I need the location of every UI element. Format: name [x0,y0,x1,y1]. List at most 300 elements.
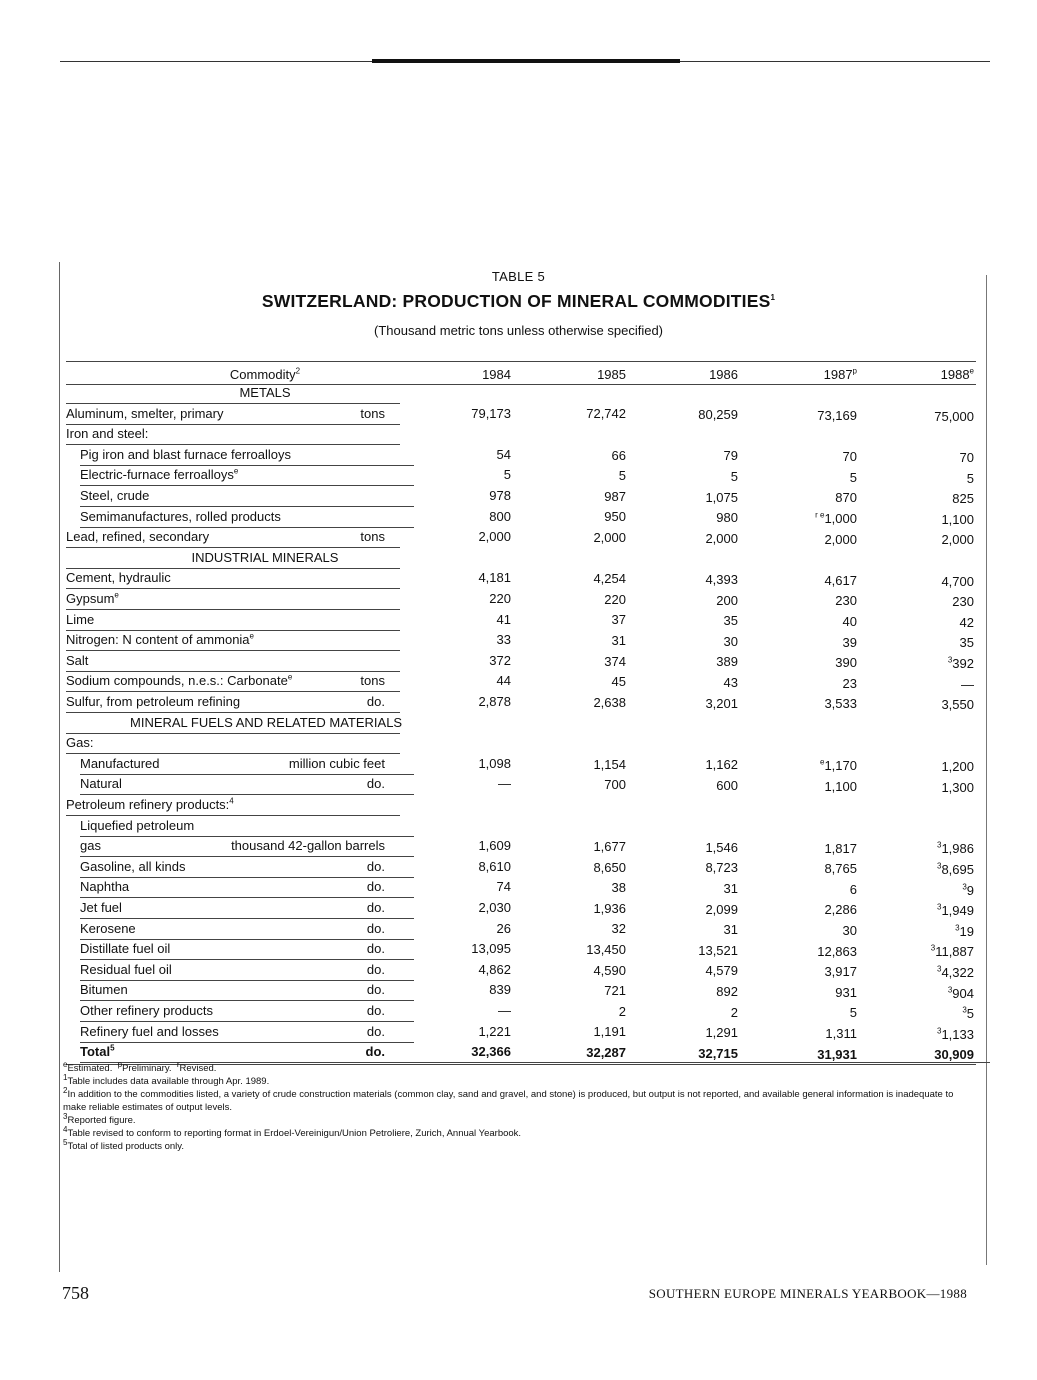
value-cell [884,677,974,692]
value-cell-text: — [498,776,511,792]
commodity-label-text: Refinery fuel and losses [80,1023,219,1039]
footnote-mark: e [287,673,293,683]
value-cell [884,759,974,774]
value-cell-text: 5 [849,1005,857,1021]
row-rule [80,836,414,837]
value-cell [884,862,974,877]
value-cell [421,900,511,915]
value-cell [767,635,857,650]
commodity-label-text: Sodium compounds, n.e.s.: Carbonate [66,673,288,689]
commodity-label-text: Semimanufactures, rolled products [80,508,281,524]
footnote-mark: 3 [937,861,942,871]
value-cell [648,613,738,628]
value-cell [648,654,738,669]
footnote-text: In addition to the commodities listed, a variety of crude construction materials (common clay, sand and gravel, and stone) is produced, but output is not reported, and available general information is inadequate to make reliable estimates of output levels. [63,1089,954,1113]
value-cell-text: 1,133 [941,1026,974,1042]
value-cell [421,632,511,647]
commodity-label-text: Total [80,1044,111,1060]
value-cell-text: 5 [849,469,857,485]
commodity-label [66,570,171,585]
row-rule [66,403,400,404]
footnote [63,1072,975,1088]
commodity-label-text: Petroleum refinery products: [66,797,230,812]
value-cell [536,406,626,421]
value-cell-text: 5 [503,467,511,483]
table-top-rule [66,361,976,362]
value-cell-text: 4,617 [824,572,857,588]
column-header-year [884,367,974,382]
legend-mark: p [117,1059,123,1069]
footnote-mark: 3 [947,985,953,995]
footnote-text: Total of listed products only. [67,1141,184,1152]
footnote-mark: 3 [962,1005,967,1015]
value-cell-text: 6 [849,881,857,897]
table-row [0,921,1037,941]
table-row [0,488,1037,508]
footnote-mark: 5 [110,1043,115,1053]
value-cell-text: 42 [959,614,974,630]
row-rule [66,444,400,445]
commodity-label-text: Lead, refined, secondary [66,529,210,545]
footnotes [63,1059,975,1153]
value-cell-text: 32,366 [471,1044,511,1060]
value-cell [648,778,738,793]
value-cell-text: 2,099 [705,901,738,917]
commodity-label [66,694,240,709]
unit-label [367,776,385,791]
value-cell [884,780,974,795]
value-cell [884,1006,974,1021]
value-cell [536,983,626,998]
value-cell-text: 980 [716,510,738,526]
section-heading-text: INDUSTRIAL MINERALS [191,549,339,565]
table-row [0,900,1037,920]
footnote-mark: 4 [229,796,234,806]
value-cell [648,448,738,463]
value-cell [536,530,626,545]
value-cell-text: 230 [952,594,974,610]
row-rule [80,877,414,878]
row-rule [66,588,400,589]
value-cell-text: 70 [842,449,857,465]
value-cell [648,1025,738,1040]
commodity-label [80,900,122,915]
value-cell [767,676,857,691]
value-cell [884,697,974,712]
value-cell-text: 1,098 [478,755,511,771]
commodity-label [80,467,238,482]
value-cell-text: 44 [496,673,511,689]
value-cell-text: 200 [716,592,738,608]
value-cell [421,941,511,956]
column-header-year-text: 1987 [823,367,853,382]
unit-label-text: do. [366,920,385,936]
value-cell [767,655,857,670]
value-cell-text: 1,546 [705,839,738,855]
value-cell-text: 19 [959,923,974,939]
value-cell [767,490,857,505]
value-cell-text: 2,286 [824,902,857,918]
value-cell-text: 4,322 [941,964,974,980]
value-cell-text: 721 [604,983,626,999]
value-cell-text: 5 [966,470,974,486]
commodity-label [80,879,129,894]
value-cell-text: 230 [835,593,857,609]
value-cell-text: 2,000 [705,530,738,546]
footnote-mark: e [233,467,239,477]
value-cell [536,1004,626,1019]
commodity-label-text: Electric-furnace ferroalloys [80,467,234,483]
value-cell-text: 1,300 [941,779,974,795]
value-cell [421,467,511,482]
row-rule [66,568,400,569]
column-header-year [421,367,511,382]
value-cell [421,879,511,894]
table-row [0,1003,1037,1023]
value-cell [767,902,857,917]
value-cell [648,881,738,896]
value-cell-text: 1,291 [705,1025,738,1041]
value-cell-text: 26 [496,920,511,936]
value-cell [884,594,974,609]
value-cell [884,1027,974,1042]
legend-text: Preliminary. [122,1063,172,1074]
value-cell-text: 23 [842,675,857,691]
value-cell [421,1044,511,1059]
value-cell-text: 4,579 [705,963,738,979]
row-rule [80,959,414,960]
value-cell-text: 839 [489,982,511,998]
value-cell [884,635,974,650]
value-cell [767,964,857,979]
value-cell-text: 11,887 [935,944,974,960]
value-cell [884,883,974,898]
value-cell-text: 33 [496,632,511,648]
commodity-label [66,735,93,750]
unit-label [367,1003,385,1018]
row-rule [80,527,414,528]
value-cell-text: 1,949 [941,903,974,919]
row-rule [66,691,400,692]
commodity-label [80,1003,213,1018]
value-cell-text: 32,287 [586,1044,626,1060]
value-cell-text: 38 [611,880,626,896]
value-cell-text: 220 [489,591,511,606]
footnote-mark: 3 [63,1111,68,1121]
value-cell [421,921,511,936]
value-cell-text: 8,723 [705,860,738,876]
value-cell-text: 987 [604,488,626,504]
value-cell [767,944,857,959]
value-cell [421,962,511,977]
value-cell [648,984,738,999]
value-cell-text: 1,986 [941,841,974,857]
value-cell [648,490,738,505]
unit-label [360,673,385,688]
value-cell-text: 2,000 [478,529,511,545]
unit-label-text: do. [366,961,385,977]
value-cell [536,757,626,772]
value-cell [767,532,857,547]
unit-label-text: do. [365,1044,385,1060]
value-cell [767,511,857,526]
value-cell-text: 3,550 [941,697,974,713]
table-row [0,859,1037,879]
value-cell-text: 79,173 [471,405,511,421]
section-heading-row [0,715,1037,735]
table-label: TABLE 5 [491,269,546,284]
value-cell-text: 1,817 [824,840,857,856]
commodity-label [80,838,101,853]
commodity-label-text: Gypsum [66,591,115,606]
commodity-label-text: Kerosene [80,920,136,936]
value-cell-text: 372 [489,652,511,668]
table-row [0,797,1037,817]
commodity-label [66,653,88,668]
value-cell-text: 5 [966,1006,974,1022]
column-header-year-text: 1985 [597,367,626,382]
unit-label [367,921,385,936]
value-cell-text: 31 [723,880,738,896]
commodity-label [66,591,119,606]
table-row [0,879,1037,899]
row-rule [66,424,400,425]
value-cell-text: 220 [604,591,626,607]
value-cell-text: — [961,676,974,692]
legend-mark: r [176,1059,180,1069]
commodity-label [66,529,209,544]
value-cell [421,591,511,606]
value-cell [421,653,511,668]
value-cell [884,841,974,856]
running-head: SOUTHERN EUROPE MINERALS YEARBOOK—1988 [648,1286,967,1301]
value-cell-text: 1,936 [593,900,626,916]
value-cell [884,615,974,630]
value-cell-text: 37 [611,612,626,628]
value-cell [648,572,738,587]
section-heading-text: MINERAL FUELS AND RELATED MATERIALS [130,714,403,730]
value-cell [421,673,511,688]
value-cell [648,757,738,772]
unit-label [367,694,385,709]
unit-label [367,982,385,997]
value-cell-text: 3,201 [705,695,738,711]
value-cell [421,694,511,709]
commodity-label-text: Lime [66,611,95,627]
column-header-year [648,367,738,382]
commodity-label-text: Gas: [66,735,94,751]
row-rule [80,485,414,486]
value-cell [648,675,738,690]
unit-label [289,756,385,771]
value-cell [884,491,974,506]
value-cell-text: 4,862 [478,961,511,977]
value-cell [884,532,974,547]
value-cell-text: 1,162 [705,757,738,773]
commodity-label [66,612,94,627]
footnote-mark: 3 [937,902,942,912]
value-cell [767,1047,857,1062]
unit-label-text: tons [360,673,385,689]
value-cell [536,695,626,710]
value-cell [767,470,857,485]
value-cell-text: 1,200 [941,758,974,774]
value-cell [767,779,857,794]
commodity-label-text: Steel, crude [80,488,150,503]
page-number: 758 [62,1283,89,1303]
value-cell-text: 9 [966,882,974,898]
row-rule [66,753,400,754]
section-heading [130,714,403,730]
value-cell [884,1047,974,1062]
value-cell [767,985,857,1000]
table-row [0,1024,1037,1044]
value-cell-text: 2,878 [478,694,511,709]
commodity-label-text: Nitrogen: N content of ammonia [66,632,250,648]
column-header-year-text: 1986 [709,367,738,382]
footnote-mark: 3 [937,964,942,974]
table-row [0,467,1037,487]
table-row [0,756,1037,776]
value-cell-text: 600 [716,777,738,793]
value-cell [767,1026,857,1041]
footnote [63,1085,975,1114]
value-cell-text: 3,917 [824,964,857,980]
unit-label [367,859,385,874]
value-cell-text: 389 [716,654,738,670]
table-row [0,735,1037,755]
legend-text: Estimated. [67,1063,113,1074]
commodity-label-text: Other refinery products [80,1003,213,1018]
value-cell-text: 1,100 [941,511,974,527]
value-cell-text: — [498,1003,511,1018]
value-cell-text: 700 [604,777,626,793]
value-cell-text: 13,450 [586,941,626,957]
section-heading-text: METALS [239,385,291,400]
table-row [0,632,1037,652]
value-cell [884,574,974,589]
section-heading [130,385,400,400]
value-cell [884,965,974,980]
row-rule [80,774,414,775]
footnote-mark: r e [815,510,825,520]
value-cell-text: 32 [611,921,626,937]
row-rule [80,980,414,981]
row-rule [66,733,400,734]
table-row [0,612,1037,632]
footnote-mark: 3 [955,923,960,933]
value-cell [536,448,626,463]
value-cell [648,531,738,546]
unit-label-text: thousand 42-gallon barrels [231,838,385,854]
value-cell [536,509,626,524]
unit-label-text: million cubic feet [288,755,385,771]
commodity-label-text: Bitumen [80,982,128,998]
value-cell [421,1024,511,1039]
value-cell [648,902,738,917]
footnote-text: Reported figure. [67,1115,136,1126]
value-cell-text: 931 [835,984,857,1000]
value-cell [536,612,626,627]
value-cell-text: 950 [604,509,626,525]
value-cell [767,923,857,938]
value-cell-text: 1,100 [824,778,857,794]
value-cell-text: 2,000 [824,531,857,547]
value-cell [536,654,626,669]
row-rule [80,1000,414,1001]
commodity-label-text: Gasoline, all kinds [80,858,186,874]
commodity-label-text: Distillate fuel oil [80,941,171,957]
value-cell-text: 1,609 [478,838,511,854]
value-cell-text: 74 [496,879,511,895]
row-rule [80,856,414,857]
value-cell [884,656,974,671]
value-cell-text: 1,191 [593,1024,626,1040]
table-row [0,962,1037,982]
unit-label [360,406,385,421]
table-row [0,591,1037,611]
table-row [0,776,1037,796]
value-cell [767,841,857,856]
value-cell-text: 5 [730,468,738,484]
commodity-label [66,673,292,688]
value-cell [536,839,626,854]
value-cell [536,901,626,916]
value-cell [767,408,857,423]
unit-label-text: do. [366,941,385,957]
unit-label-text: do. [366,776,385,792]
commodity-label [80,818,194,833]
value-cell [648,510,738,525]
value-cell-text: 1,677 [593,838,626,854]
column-header-year [536,367,626,382]
value-cell [884,512,974,527]
unit-label-text: do. [366,1003,385,1018]
value-cell-text: 2 [730,1004,738,1020]
commodity-label [80,941,170,956]
table-row [0,653,1037,673]
value-cell [648,943,738,958]
column-header-commodity-text: Commodity [229,367,296,382]
unit-label [367,900,385,915]
footnote-mark: 3 [930,944,936,954]
commodity-label [80,756,160,771]
footnote-mark: p [852,366,857,376]
value-cell-text: 800 [489,508,511,524]
value-cell-text: 392 [952,655,974,671]
value-cell-text: 1,170 [824,758,857,774]
table-row [0,426,1037,446]
value-cell-text: 8,650 [593,859,626,875]
table-row [0,570,1037,590]
row-rule [80,1042,414,1043]
value-cell-text: 1,221 [478,1023,511,1039]
value-cell-text: 5 [618,468,626,484]
value-cell-text: 4,590 [593,962,626,978]
footnote-mark: 3 [937,1026,942,1036]
value-cell [536,777,626,792]
footnote-mark: 3 [937,841,942,851]
value-cell-text: 1,075 [705,489,738,505]
value-cell [536,963,626,978]
value-cell [648,1046,738,1061]
table-row [0,982,1037,1002]
value-cell [421,982,511,997]
value-cell-text: 978 [489,488,511,503]
footnote-mark: 2 [63,1085,68,1095]
value-cell-text: 825 [952,491,974,507]
table-row [0,694,1037,714]
